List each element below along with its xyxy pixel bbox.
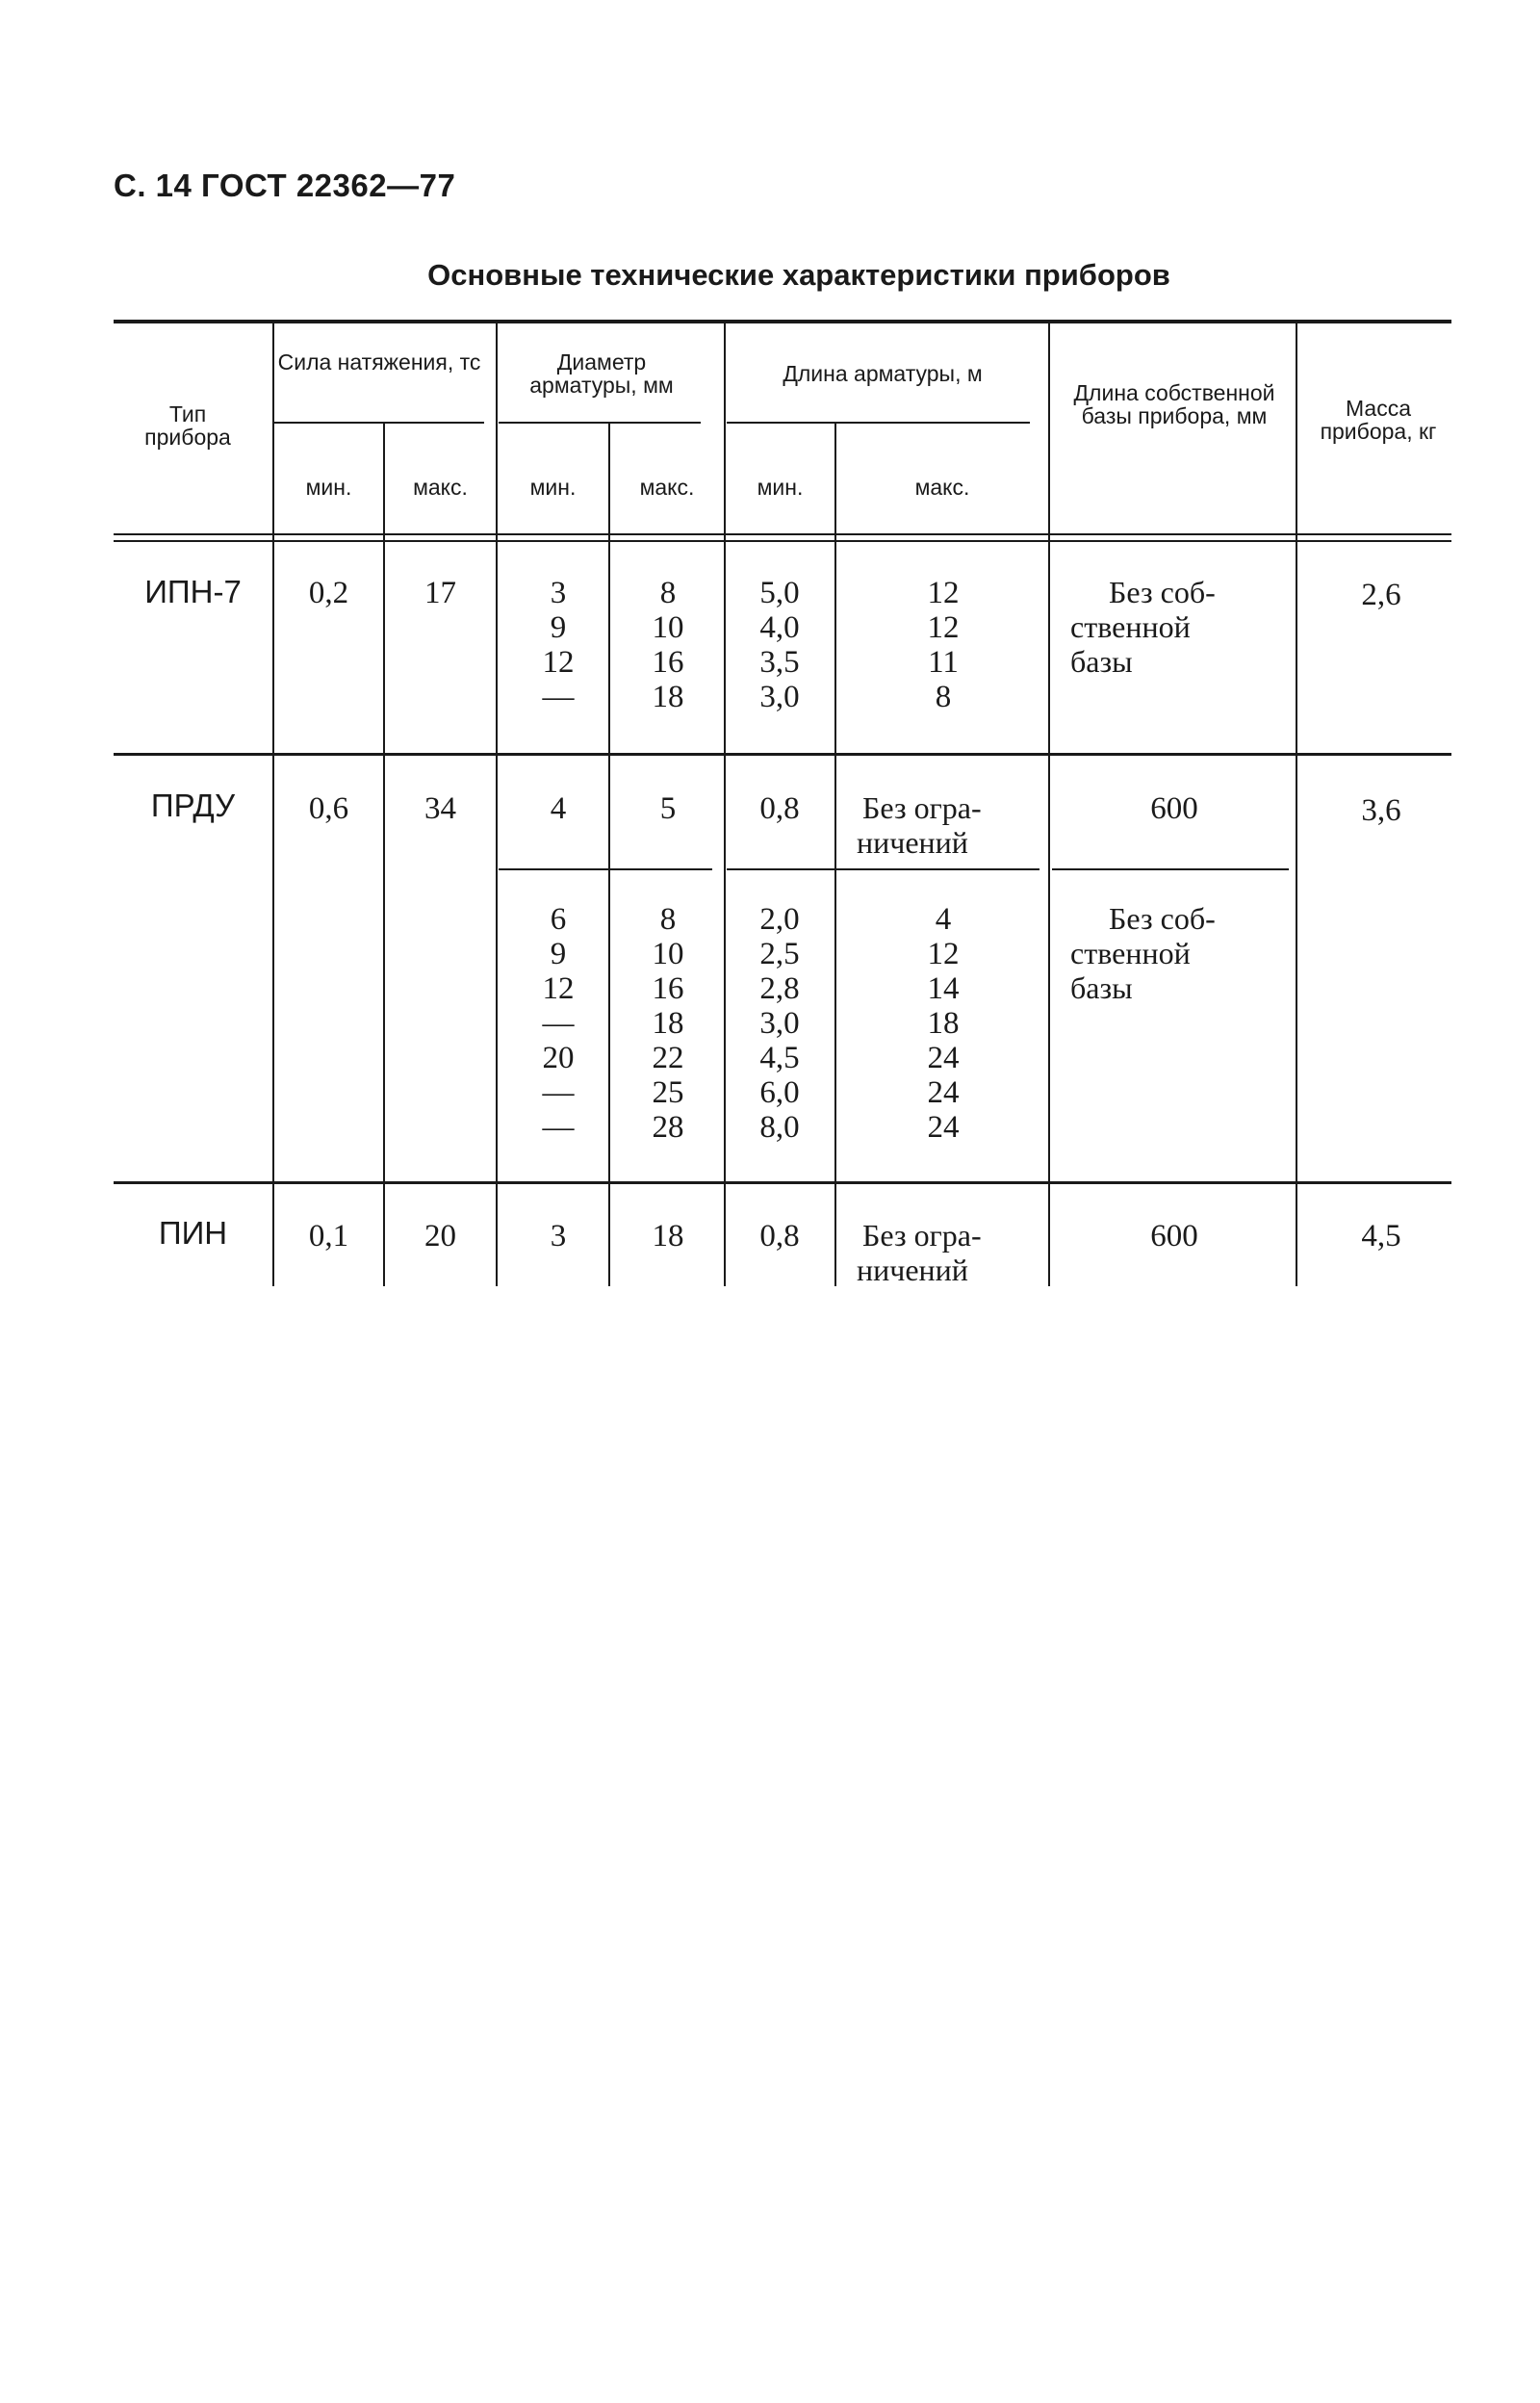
text-line: Без соб- (1109, 575, 1216, 609)
value: 6,0 (759, 1075, 800, 1110)
value: 28 (652, 1110, 684, 1145)
diameter-min-list (520, 902, 597, 1145)
text-line: Без огра- (862, 1218, 982, 1253)
header-dia-max: макс. (639, 475, 695, 500)
value: 8 (659, 902, 677, 937)
value: 3,5 (759, 645, 800, 680)
device-type: ИПН-7 (144, 574, 242, 609)
header-dia-min: мин. (529, 475, 577, 500)
diameter-max-list (629, 576, 706, 714)
header-base: Длина собственной базы прибора, мм (1073, 380, 1275, 428)
value: 12 (542, 971, 575, 1006)
value: 12 (542, 645, 575, 680)
prdu-inner-rule-c (1052, 868, 1289, 870)
value: 18 (652, 1006, 684, 1041)
value: 24 (927, 1041, 960, 1075)
header-diameter: Диаметр арматуры, мм (529, 349, 674, 398)
mass: 4,5 (1361, 1219, 1401, 1253)
length-max-note (857, 791, 1040, 861)
device-type: ПРДУ (150, 788, 236, 823)
value: 2,0 (759, 902, 800, 937)
value: 12 (927, 937, 960, 971)
col-divider-7 (1048, 323, 1050, 1286)
diameter-min-list (520, 576, 597, 714)
text-line: Без огра- (862, 790, 982, 825)
value: 16 (652, 971, 684, 1006)
base-length: 600 (1150, 791, 1198, 826)
value: 3,0 (759, 680, 800, 714)
prdu-inner-rule-a (499, 868, 712, 870)
length-max-list (895, 576, 991, 714)
value: 18 (927, 1006, 960, 1041)
header-bottom-rule (114, 533, 1451, 535)
mass: 2,6 (1361, 578, 1401, 612)
value: 16 (652, 645, 684, 680)
header-mass: Масса прибора, кг (1320, 396, 1437, 444)
subheader-rule-length (727, 422, 1030, 424)
text-line: ничений (857, 1253, 968, 1287)
subheader-rule-force (274, 422, 484, 424)
value: 12 (927, 610, 960, 645)
row-rule-2 (114, 1181, 1451, 1184)
length-max-list (895, 902, 991, 1145)
diameter-max: 5 (659, 791, 677, 826)
diameter-max-list (629, 902, 706, 1145)
value: 10 (652, 937, 684, 971)
diameter-min: 3 (550, 1219, 567, 1253)
value: 9 (550, 937, 567, 971)
value: 12 (927, 576, 960, 610)
mass: 3,6 (1361, 793, 1401, 828)
header-length: Длина арматуры, м (783, 361, 983, 386)
value: 24 (927, 1075, 960, 1110)
col-divider-2 (383, 424, 385, 1286)
value: 11 (928, 645, 959, 680)
value: 8,0 (759, 1110, 800, 1145)
base-length (1070, 576, 1282, 680)
length-min-list (732, 902, 828, 1145)
length-min: 0,8 (759, 791, 800, 826)
diameter-max: 18 (652, 1219, 684, 1253)
value: 3 (550, 576, 567, 610)
subheader-rule-diameter (499, 422, 701, 424)
value: 4,5 (759, 1041, 800, 1075)
text-line: ственной (1070, 609, 1191, 644)
force-max: 20 (424, 1219, 456, 1253)
header-len-min: мин. (757, 475, 804, 500)
value: 3,0 (759, 1006, 800, 1041)
length-min: 0,8 (759, 1219, 800, 1253)
page-header: С. 14 ГОСТ 22362—77 (114, 168, 456, 203)
base-length: 600 (1150, 1219, 1198, 1253)
force-max: 34 (424, 791, 456, 826)
value: 8 (935, 680, 952, 714)
value: 24 (927, 1110, 960, 1145)
value: — (542, 1075, 575, 1110)
force-min: 0,2 (308, 576, 349, 610)
value: 25 (652, 1075, 684, 1110)
col-divider-8 (1296, 323, 1297, 1286)
value: 4,0 (759, 610, 800, 645)
diameter-min: 4 (550, 791, 567, 826)
header-force-min: мин. (305, 475, 352, 500)
force-min: 0,1 (308, 1219, 349, 1253)
table-top-rule (114, 320, 1451, 323)
col-divider-6 (834, 424, 836, 1286)
text-line: Без соб- (1109, 901, 1216, 936)
value: 14 (927, 971, 960, 1006)
row-rule-1 (114, 753, 1451, 756)
value: 20 (542, 1041, 575, 1075)
force-min: 0,6 (308, 791, 349, 826)
value: 18 (652, 680, 684, 714)
text-line: базы (1070, 970, 1133, 1005)
header-force-max: макс. (413, 475, 468, 500)
value: 22 (652, 1041, 684, 1075)
text-line: базы (1070, 644, 1133, 679)
value: 4 (935, 902, 952, 937)
col-divider-4 (608, 424, 610, 1286)
value: 5,0 (759, 576, 800, 610)
col-divider-3 (496, 323, 498, 1286)
value: 2,5 (759, 937, 800, 971)
value: 10 (652, 610, 684, 645)
prdu-inner-rule-b (727, 868, 1040, 870)
header-force: Сила натяжения, тс (277, 349, 481, 375)
value: 6 (550, 902, 567, 937)
col-divider-5 (724, 323, 726, 1286)
value: — (542, 1006, 575, 1041)
value: — (542, 680, 575, 714)
value: 2,8 (759, 971, 800, 1006)
device-type: ПИН (158, 1215, 228, 1251)
header-type: Тип прибора (144, 401, 231, 450)
text-line: ственной (1070, 936, 1191, 970)
table-title: Основные технические характеристики приборов (427, 258, 1170, 292)
header-bottom-rule-2 (114, 540, 1451, 542)
length-min-list (732, 576, 828, 714)
force-max: 17 (424, 576, 456, 610)
value: 9 (550, 610, 567, 645)
value: — (542, 1110, 575, 1145)
base-length-note (1070, 902, 1282, 1006)
text-line: ничений (857, 825, 968, 860)
header-len-max: макс. (914, 475, 970, 500)
value: 8 (659, 576, 677, 610)
length-max-note (857, 1219, 1040, 1288)
